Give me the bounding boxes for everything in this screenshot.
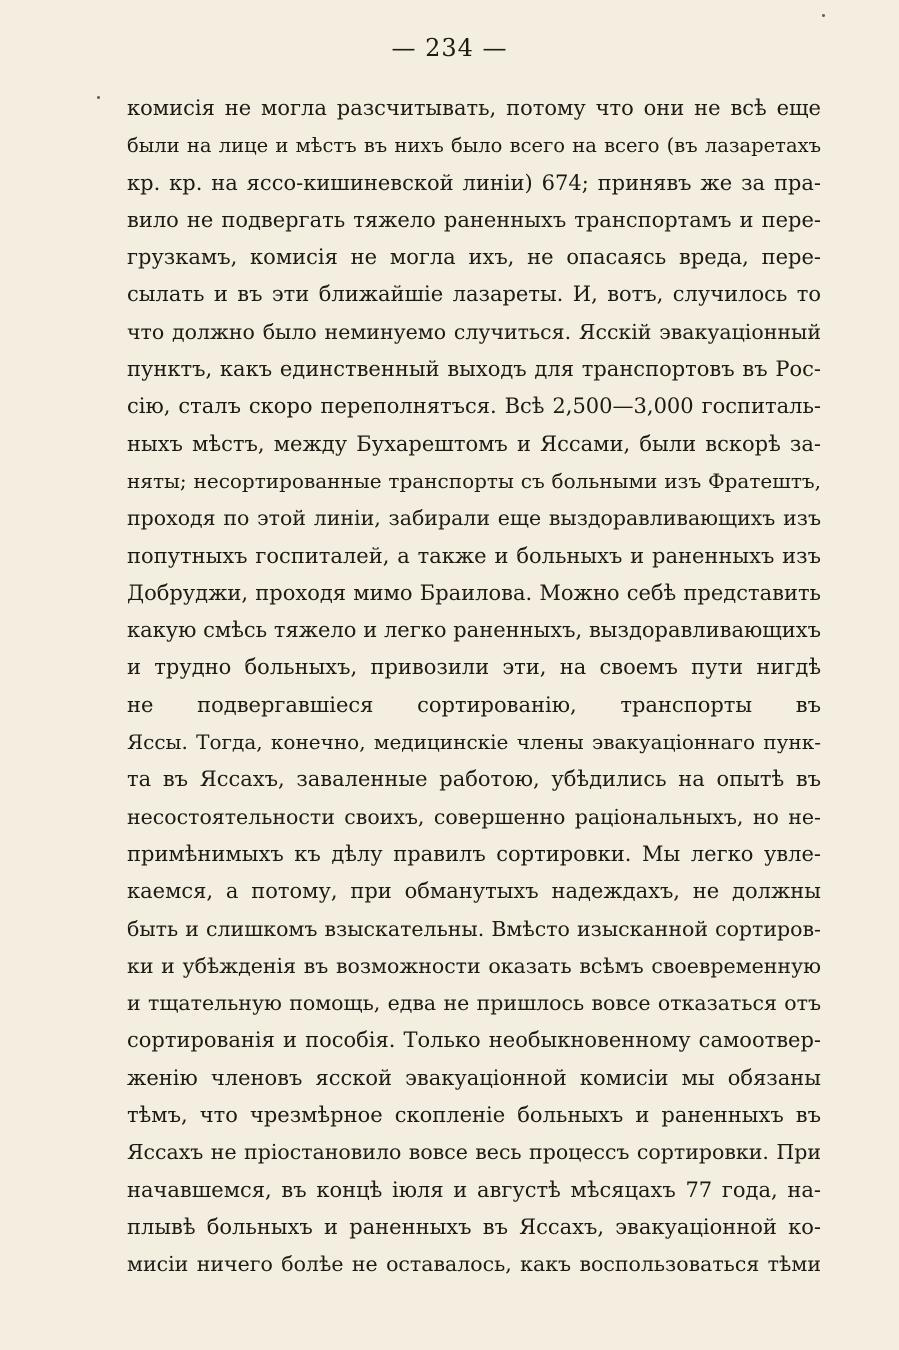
- text-line: комисія не могла разсчитывать, потому что они не всѣ еще: [127, 96, 821, 120]
- text-line: ки и убѣжденія въ возможности оказать всѣмъ своевременную: [127, 953, 821, 978]
- text-line: не подвергавшіеся сортированію, транспорты въ: [127, 692, 821, 717]
- text-line: няты; несортированные транспорты съ больными изъ Фратештъ,: [127, 468, 821, 493]
- page-number: — 234 —: [391, 34, 508, 62]
- text-line: сортированія и пособія. Только необыкновенному самоотвер-: [127, 1028, 821, 1053]
- text-line: ныхъ мѣстъ, между Бухарештомъ и Яссами, были вскорѣ за-: [127, 431, 821, 456]
- text-line: сылать и въ эти ближайшіе лазареты. И, вотъ, случилось то: [127, 282, 821, 307]
- text-line: примѣнимыхъ къ дѣлу правилъ сортировки. Мы легко увле-: [127, 841, 821, 866]
- text-line: женію членовъ ясской эвакуаціонной комисіи мы обязаны: [127, 1065, 821, 1090]
- text-line: Добруджи, проходя мимо Браилова. Можно себѣ представить: [127, 580, 821, 605]
- paper-speck: [97, 96, 100, 99]
- paper-speck: [822, 14, 825, 17]
- text-line: и тщательную помощь, едва не пришлось вовсе отказаться отъ: [127, 991, 821, 1016]
- text-line: какую смѣсь тяжело и легко раненныхъ, выздоравливающихъ: [127, 618, 821, 643]
- text-line: и трудно больныхъ, привозили эти, на своемъ пути нигдѣ: [127, 655, 821, 680]
- text-line: мисіи ничего болѣе не оставалось, какъ воспользоваться тѣми: [127, 1252, 821, 1277]
- text-line: пунктъ, какъ единственный выходъ для транспортовъ въ Рос-: [127, 357, 821, 382]
- text-line: Яссахъ не пріостановило вовсе весь процессъ сортировки. При: [127, 1140, 821, 1165]
- text-line: проходя по этой линіи, забирали еще выздоравливающихъ изъ: [127, 506, 821, 531]
- text-line: каемся, а потому, при обманутыхъ надеждахъ, не должны: [127, 879, 821, 904]
- text-line: вило не подвергать тяжело раненныхъ транспортамъ и пере-: [127, 207, 821, 232]
- text-line: несостоятельности своихъ, совершенно раціональныхъ, но не-: [127, 804, 821, 829]
- text-line: были на лице и мѣстъ въ нихъ было всего на всего (въ лазаретахъ: [127, 134, 821, 158]
- text-line: грузкамъ, комисія не могла ихъ, не опасаясь вреда, пере-: [127, 245, 821, 270]
- text-line: начавшемся, въ концѣ іюля и августѣ мѣсяцахъ 77 года, на-: [127, 1177, 821, 1202]
- body-text: [127, 90, 821, 1284]
- text-line: кр. кр. на яссо-кишиневской линіи) 674; принявъ же за пра-: [127, 170, 821, 195]
- text-line: Яссы. Тогда, конечно, медицинскіе члены эвакуаціоннаго пунк-: [127, 730, 821, 755]
- text-line: сію, сталъ скоро переполнятъся. Всѣ 2,500—3,000 госпиталь-: [127, 394, 821, 419]
- text-line: попутныхъ госпиталей, а также и больныхъ и раненныхъ изъ: [127, 543, 821, 568]
- text-line: плывѣ больныхъ и раненныхъ въ Яссахъ, эвакуаціонной ко-: [127, 1214, 821, 1239]
- text-line: тѣмъ, что чрезмѣрное скопленіе больныхъ и раненныхъ въ: [127, 1103, 821, 1128]
- text-line: быть и слишкомъ взыскательны. Вмѣсто изысканной сортиров-: [127, 916, 821, 941]
- text-line: та въ Яссахъ, заваленные работою, убѣдились на опытѣ въ: [127, 767, 821, 792]
- text-line: что должно было неминуемо случиться. Ясскій эвакуаціонный: [127, 319, 821, 344]
